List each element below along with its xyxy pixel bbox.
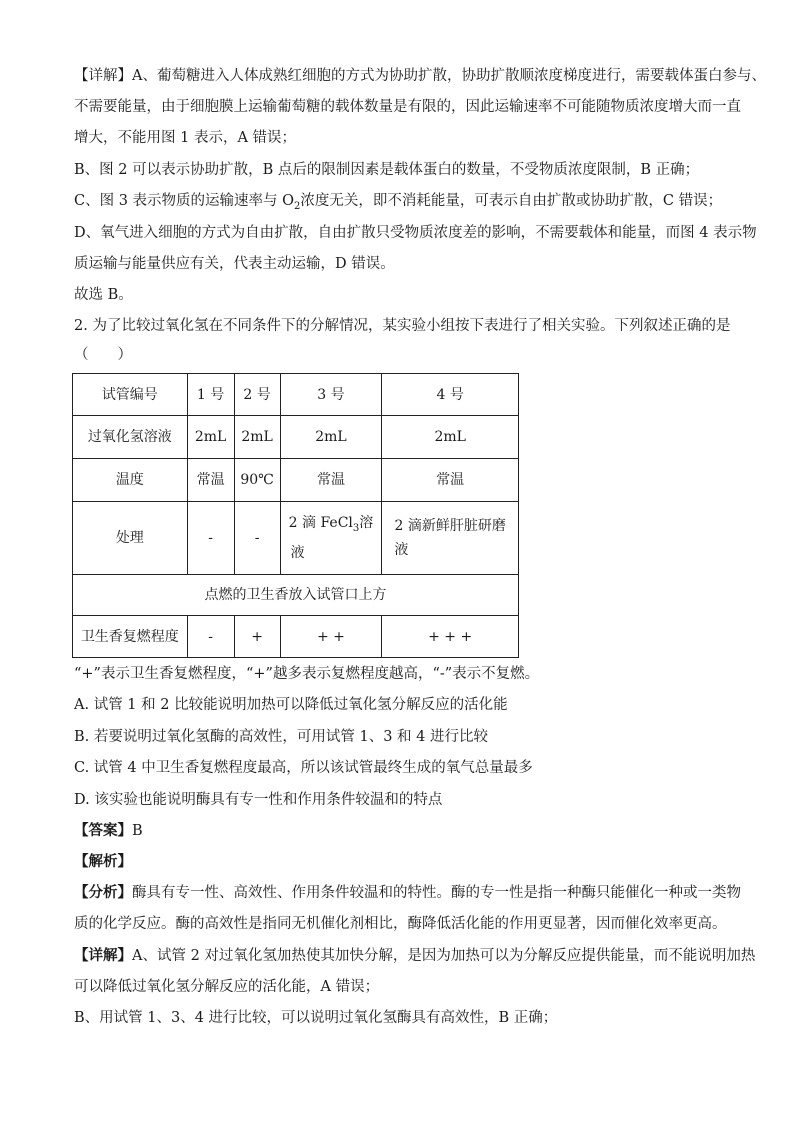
table-row-result: [73, 616, 519, 658]
table-cell: 1 号: [187, 374, 234, 416]
table-cell: 常温: [187, 459, 234, 502]
experiment-table: [72, 373, 519, 658]
question-stem: 2. 为了比较过氧化氢在不同条件下的分解情况，某实验小组按下表进行了相关实验。下列叙述正确的是: [74, 318, 731, 334]
table-cell: + + +: [382, 616, 519, 658]
table-cell: 卫生香复燃程度: [73, 616, 188, 658]
table-row-solution: [73, 416, 519, 459]
table-cell: 过氧化氢溶液: [73, 416, 188, 459]
option-c: C. 试管 4 中卫生香复燃程度最高，所以该试管最终生成的氧气总量最多: [74, 760, 533, 776]
table-cell: 试管编号: [73, 374, 188, 416]
analysis-line: B、用试管 1、3、4 进行比较，可以说明过氧化氢酶具有高效性，B 正确；: [74, 1010, 558, 1026]
table-cell: 点燃的卫生香放入试管口上方: [73, 575, 519, 616]
answer-line: 【答案】B: [74, 822, 143, 839]
analysis-line: 质的化学反应。酶的高效性是指同无机催化剂相比，酶降低活化能的作用更显著，因而催化效率更高。: [74, 916, 727, 932]
table-cell: 温度: [73, 459, 188, 502]
table-cell: 4 号: [382, 374, 519, 416]
table-cell: 2mL: [382, 416, 519, 459]
table-row-temperature: [73, 459, 519, 502]
table-note: “+”表示卫生香复燃程度，“+”越多表示复燃程度越高，“-”表示不复燃。: [74, 666, 540, 682]
explanation-line: 质运输与能量供应有关，代表主动运输，D 错误。: [74, 256, 395, 272]
table-row-span: [73, 575, 519, 616]
table-cell: 2 滴新鲜肝脏研磨 液: [382, 502, 519, 575]
table-cell: +: [234, 616, 280, 658]
option-b: B. 若要说明过氧化氢酶的高效性，可用试管 1、3 和 4 进行比较: [74, 729, 488, 745]
analysis-line: 【详解】A、试管 2 对过氧化氢加热使其加快分解，是因为加热可以为分解反应提供能量，而不能说明加热: [74, 947, 756, 964]
table-cell: 处理: [73, 502, 188, 575]
table-row-treatment: [73, 502, 519, 575]
table-row-header: [73, 374, 519, 416]
analysis-tag: 【解析】: [74, 853, 132, 870]
analysis-line: 【分析】酶具有专一性、高效性、作用条件较温和的特性。酶的专一性是指一种酶只能催化一种或一类物: [74, 884, 741, 901]
table-cell: 2 滴 FeCl$_3$溶 液: [280, 502, 382, 575]
analysis-line: 可以降低过氧化氢分解反应的活化能，A 错误；: [74, 979, 380, 995]
explanation-line: 故选 B。: [74, 287, 133, 303]
question-bracket: （ ）: [74, 347, 132, 363]
table-cell: 2mL: [234, 416, 280, 459]
table-cell: -: [187, 616, 234, 658]
table-cell: 2 号: [234, 374, 280, 416]
explanation-line: D、氧气进入细胞的方式为自由扩散，自由扩散只受物质浓度差的影响，不需要载体和能量，而图 4 表示物: [74, 225, 757, 241]
option-d: D. 该实验也能说明酶具有专一性和作用条件较温和的特点: [74, 792, 443, 808]
table-cell: -: [187, 502, 234, 575]
explanation-line: 增大，不能用图 1 表示，A 错误；: [74, 130, 297, 146]
table-cell: 3 号: [280, 374, 382, 416]
option-a: A. 试管 1 和 2 比较能说明加热可以降低过氧化氢分解反应的活化能: [74, 697, 508, 713]
table-cell: 常温: [280, 459, 382, 502]
table-cell: + +: [280, 616, 382, 658]
table-cell: 90℃: [234, 459, 280, 502]
explanation-line: 不需要能量，由于细胞膜上运输葡萄糖的载体数量是有限的，因此运输速率不可能随物质浓度增大而一直: [74, 99, 741, 115]
table-cell: 常温: [382, 459, 519, 502]
table-cell: 2mL: [280, 416, 382, 459]
explanation-line: C、图 3 表示物质的运输速率与 $O_2$浓度无关，即不消耗能量，可表示自由扩散或协助扩散，C 错误；: [74, 193, 723, 212]
explanation-line: 【详解】A、葡萄糖进入人体成熟红细胞的方式为协助扩散，协助扩散顺浓度梯度进行，需要载体蛋白参与、: [74, 68, 766, 84]
table-cell: -: [234, 502, 280, 575]
explanation-line: B、图 2 可以表示协助扩散，B 点后的限制因素是载体蛋白的数量，不受物质浓度限制，B 正确；: [74, 162, 700, 178]
table-cell: 2mL: [187, 416, 234, 459]
